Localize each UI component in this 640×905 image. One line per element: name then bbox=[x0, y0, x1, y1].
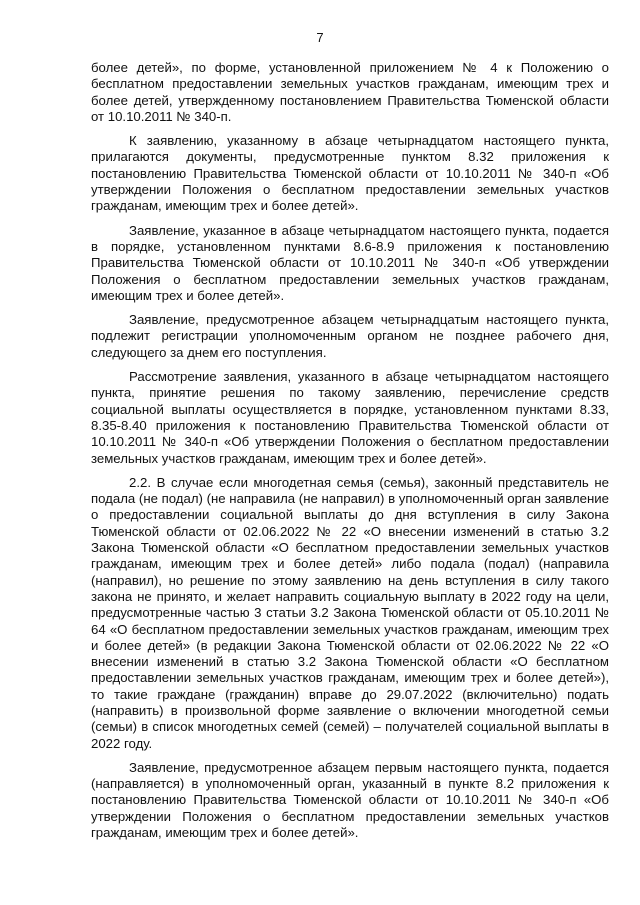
paragraph-2: К заявлению, указанному в абзаце четырнадцатом настоящего пункта, прилагаются документы, предусмотренные пунктом 8.32 приложения к постановлению Правительства Тюменской области от 10.10.2011 № 340-п «Об утверждении Положения о бесплатном предоставлении земельных участков гражданам, имеющим трех и более детей». bbox=[91, 133, 609, 214]
document-body bbox=[91, 60, 609, 849]
paragraph-3: Заявление, указанное в абзаце четырнадцатом настоящего пункта, подается в порядке, установленном пунктами 8.6-8.9 приложения к постановлению Правительства Тюменской области от 10.10.2011 № 340-п «Об утверждении Положения о бесплатном предоставлении земельных участков гражданам, имеющим трех и более детей». bbox=[91, 222, 609, 303]
paragraph-5: Рассмотрение заявления, указанного в абзаце четырнадцатом настоящего пункта, принятие решения по такому заявлению, перечисление средств социальной выплаты осуществляется в порядке, установленном пунктами 8.33, 8.35-8.40 приложения к постановлению Правительства Тюменской области от 10.10.2011 № 340-п «Об утверждении Положения о бесплатном предоставлении земельных участков гражданам, имеющим трех и более детей». bbox=[91, 369, 609, 466]
paragraph-4: Заявление, предусмотренное абзацем четырнадцатым настоящего пункта, подлежит регистрации уполномоченным органом не позднее рабочего дня, следующего за днем его поступления. bbox=[91, 312, 609, 360]
page-number: 7 bbox=[316, 30, 324, 45]
paragraph-1: более детей», по форме, установленной приложением № 4 к Положению о бесплатном предоставлении земельных участков гражданам, имеющим трех и более детей, утвержденному постановлением Правительства Тюменской области от 10.10.2011 № 340-п. bbox=[91, 60, 609, 124]
paragraph-6: 2.2. В случае если многодетная семья (семья), законный представитель не подала (не подал) (не направила (не направил) в уполномоченный орган заявление о предоставлении социальной выплаты до дня вступления в силу Закона Тюменской области от 02.06.2022 № 22 «О внесении изменений в статью 3.2 Закона Тюменской области «О бесплатном предоставлении земельных участков гражданам, имеющим трех и более детей» либо подала (подал) (направила (направил), но решение по этому заявлению на день вступления в силу такого закона не принято, и желает направить социальную выплату в 2022 году на цели, предусмотренные частью 3 статьи 3.2 Закона Тюменской области от 05.10.2011 № 64 «О бесплатном предоставлении земельных участков гражданам, имеющим трех и более детей» (в редакции Закона Тюменской области от 02.06.2022 № 22 «О внесении изменений в статью 3.2 Закона Тюменской области «О бесплатном предоставлении земельных участков гражданам, имеющим трех и более детей»), то такие граждане (гражданин) вправе до 29.07.2022 (включительно) подать (направить) в произвольной форме заявление о включении многодетной семьи (семьи) в список многодетных семей (семей) – получателей социальной выплаты в 2022 году. bbox=[91, 474, 609, 751]
paragraph-7: Заявление, предусмотренное абзацем первым настоящего пункта, подается (направляется) в уполномоченный орган, указанный в пункте 8.2 приложения к постановлению Правительства Тюменской области от 10.10.2011 № 340-п «Об утверждении Положения о бесплатном предоставлении земельных участков гражданам, имеющим трех и более детей». bbox=[91, 759, 609, 841]
